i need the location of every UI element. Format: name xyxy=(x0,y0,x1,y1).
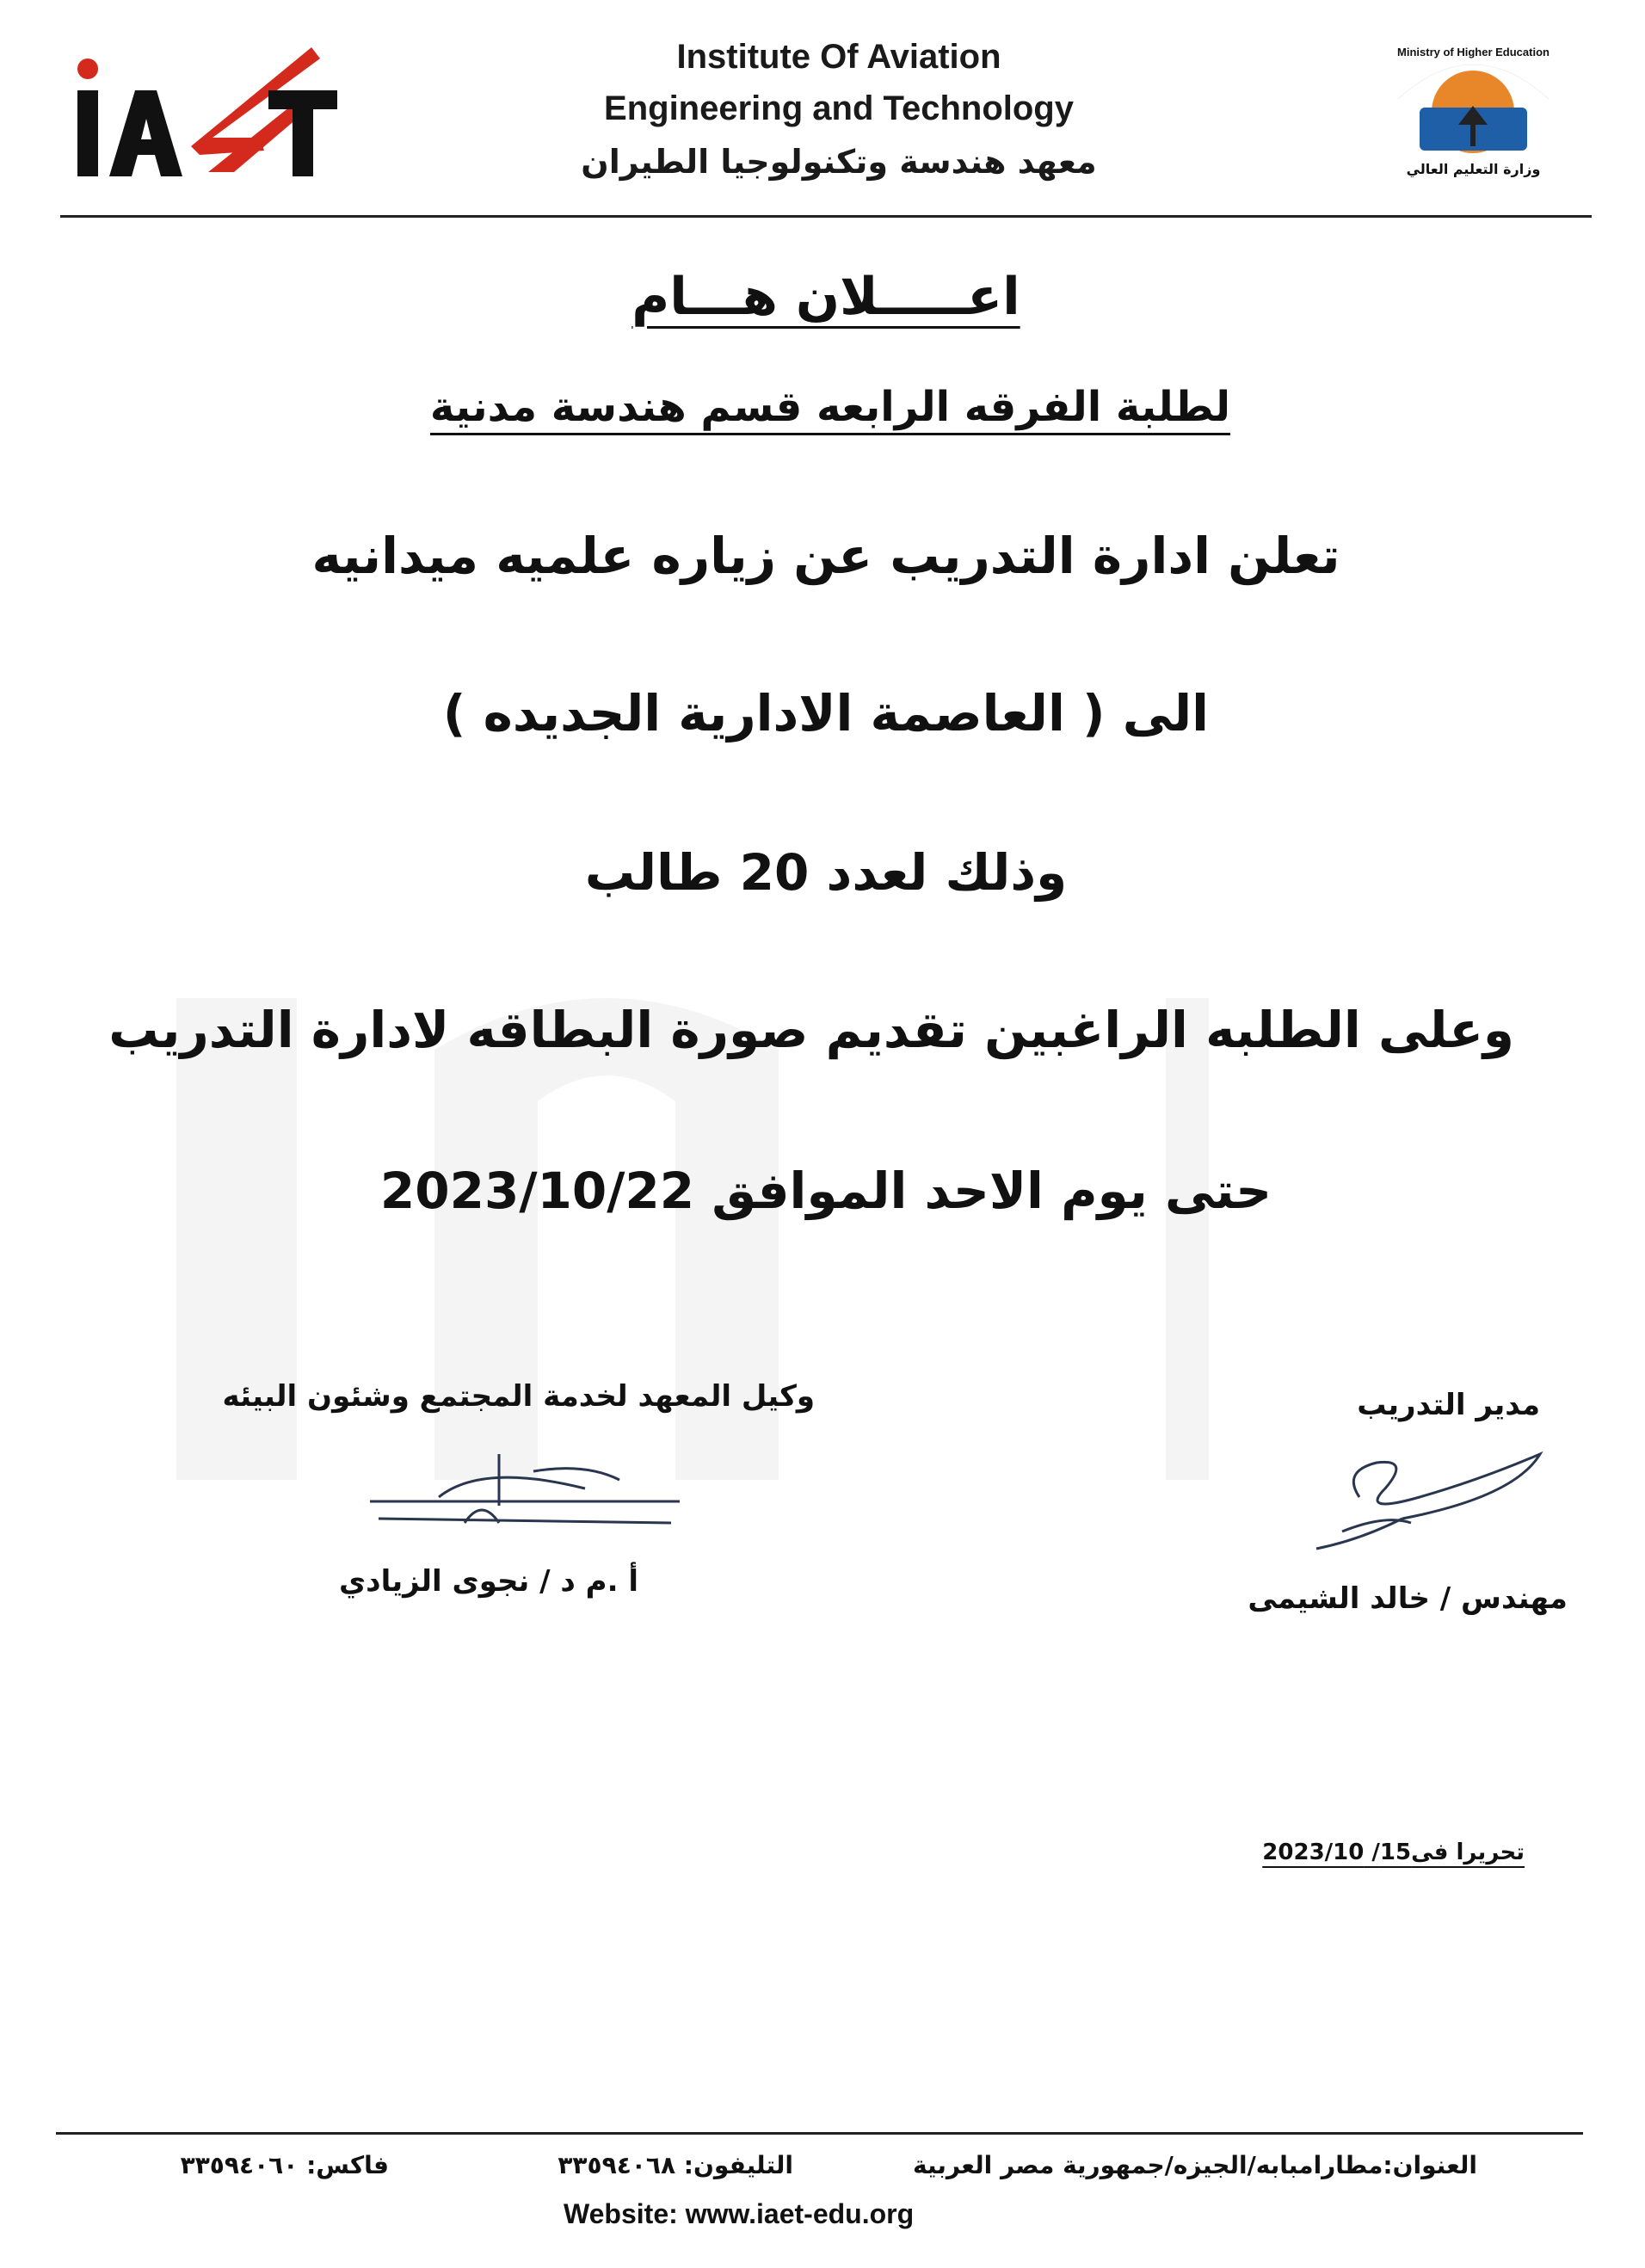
ministry-name-en: Ministry of Higher Education xyxy=(1397,46,1550,59)
date-written: تحريرا فى15/ 2023/10 xyxy=(1262,1840,1525,1865)
iaet-logo xyxy=(62,43,337,189)
header-divider xyxy=(60,215,1592,218)
body-line-2: الى ( العاصمة الادارية الجديده ) xyxy=(442,684,1210,743)
footer-phone: التليفون: ٣٣٥٩٤٠٦٨ xyxy=(558,2151,793,2179)
left-signature xyxy=(361,1437,688,1540)
body-line-5: حتى يوم الاحد الموافق 2023/10/22 xyxy=(379,1162,1272,1220)
body-line-3: وذلك لعدد 20 طالب xyxy=(584,843,1068,902)
right-signature xyxy=(1308,1445,1549,1557)
institute-name-ar: معهد هندسة وتكنولوجيا الطيران xyxy=(581,143,1097,181)
left-signatory-name: أ .م د / نجوى الزيادي xyxy=(338,1564,638,1599)
footer-address: العنوان:مطارامبابه/الجيزه/جمهورية مصر العربية xyxy=(912,2151,1477,2179)
institute-name-en-line1: Institute Of Aviation xyxy=(676,38,1001,76)
footer-website[interactable]: Website: www.iaet-edu.org xyxy=(564,2198,915,2229)
ministry-logo xyxy=(1372,39,1574,185)
footer-divider xyxy=(56,2132,1583,2135)
left-signatory-title: وكيل المعهد لخدمة المجتمع وشئون البيئه xyxy=(222,1379,815,1414)
institute-name-en-line2: Engineering and Technology xyxy=(604,89,1074,127)
announcement-audience: لطلبة الفرقه الرابعه قسم هندسة مدنية xyxy=(429,383,1230,431)
announcement-title: اعـــــلان هـــام xyxy=(632,267,1020,327)
right-signatory-name: مهندس / خالد الشيمى xyxy=(1248,1581,1568,1616)
right-signatory-title: مدير التدريب xyxy=(1357,1388,1540,1422)
iaet-logo-graphic xyxy=(62,43,337,189)
body-line-4: وعلى الطلبه الراغبين تقديم صورة البطاقه لادارة التدريب xyxy=(108,1001,1514,1059)
body-line-1: تعلن ادارة التدريب عن زياره علميه ميدانيه xyxy=(311,527,1340,585)
ministry-name-ar: وزارة التعليم العالي xyxy=(1406,161,1541,177)
footer-fax: فاكس: ٣٣٥٩٤٠٦٠ xyxy=(180,2151,389,2179)
